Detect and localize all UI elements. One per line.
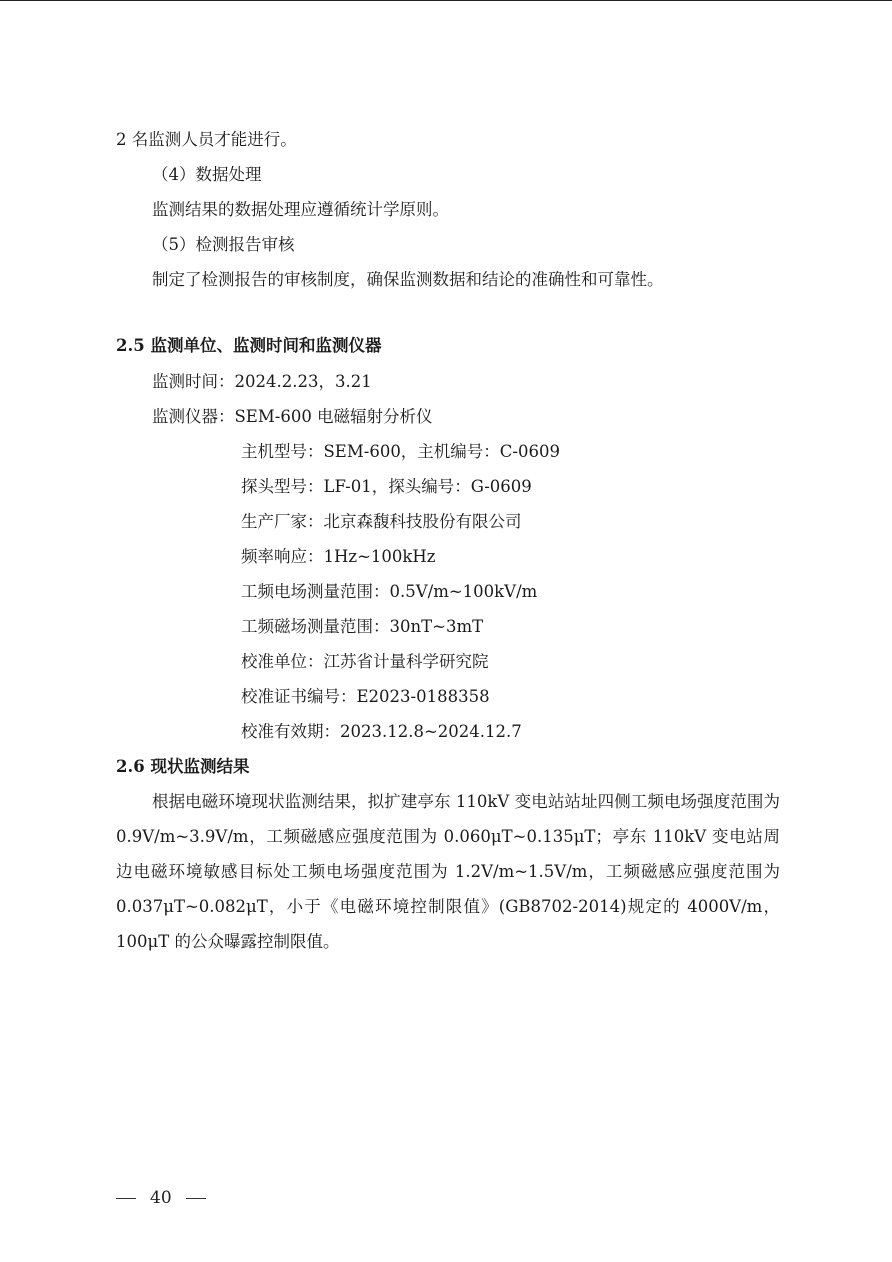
instrument-detail-frequency: 频率响应：1Hz~100kHz [241,547,436,566]
item-5-title: （5）检测报告审核 [152,235,295,254]
monitoring-time: 监测时间：2024.2.23，3.21 [152,372,372,391]
item-4-title: （4）数据处理 [152,165,262,184]
continuation-text: 2 名监测人员才能进行。 [116,130,297,149]
instrument-detail-mfield-range: 工频磁场测量范围：30nT~3mT [241,617,484,636]
page-footer [116,1187,206,1209]
section-2-6-heading: 2.6 现状监测结果 [116,757,250,776]
monitoring-instrument: 监测仪器：SEM-600 电磁辐射分析仪 [152,407,433,426]
instrument-detail-host: 主机型号：SEM-600，主机编号：C-0609 [241,442,561,461]
item-4-text: 监测结果的数据处理应遵循统计学原则。 [152,200,449,219]
instrument-detail-validity: 校准有效期：2023.12.8~2024.12.7 [241,722,522,741]
footer-dash-right [186,1198,206,1199]
page-number: 40 [150,1188,172,1208]
instrument-detail-manufacturer: 生产厂家：北京森馥科技股份有限公司 [241,512,522,531]
section-2-5-heading: 2.5 监测单位、监测时间和监测仪器 [116,336,382,355]
instrument-detail-probe: 探头型号：LF-01，探头编号：G-0609 [241,477,532,496]
item-5-text: 制定了检测报告的审核制度，确保监测数据和结论的准确性和可靠性。 [152,270,664,289]
instrument-detail-efield-range: 工频电场测量范围：0.5V/m~100kV/m [241,582,538,601]
instrument-detail-certificate: 校准证书编号：E2023-0188358 [241,687,490,706]
instrument-detail-calibration-unit: 校准单位：江苏省计量科学研究院 [241,652,489,671]
footer-dash-left [116,1198,136,1199]
section-2-6-paragraph: 根据电磁环境现状监测结果，拟扩建亭东 110kV 变电站站址四侧工频电场强度范围为 0.9V/m~3.9V/m，工频磁感应强度范围为 0.060μT~0.135μT；亭东 110kV 变电站周边电磁环境敏感目标处工频电场强度范围为 1.2V/m~1.5V/m，工频磁感应强度范围为 0.037μT~0.082μT，小于《电磁环境控制限值》(GB8702-2014)规定的 4000V/m，100μT 的公众曝露控制限值。 [116,792,780,951]
